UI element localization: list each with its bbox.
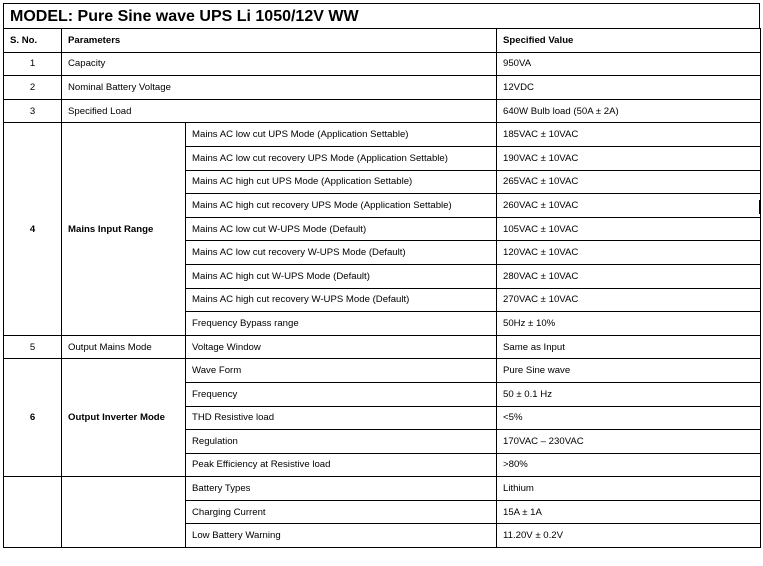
header-row: [4, 29, 761, 53]
row-value: 120VAC ± 10VAC: [497, 241, 761, 265]
sub-parameter: Low Battery Warning: [186, 524, 497, 548]
row-value: Same as Input: [497, 335, 761, 359]
table-row: [4, 76, 761, 100]
row-value: 950VA: [497, 52, 761, 76]
row-value: 190VAC ± 10VAC: [497, 146, 761, 170]
model-title: MODEL: Pure Sine wave UPS Li 1050/12V WW: [3, 3, 760, 28]
row-value: 265VAC ± 10VAC: [497, 170, 761, 194]
row-value: 640W Bulb load (50A ± 2A): [497, 99, 761, 123]
table-row: [4, 52, 761, 76]
row-value: 11.20V ± 0.2V: [497, 524, 761, 548]
row-value: 280VAC ± 10VAC: [497, 264, 761, 288]
row-sno: 4: [4, 123, 62, 335]
row-sno: [4, 477, 62, 548]
row-value: 260VAC ± 10VAC: [497, 194, 761, 218]
edge-tick: [759, 200, 760, 214]
spec-table: [3, 28, 761, 548]
sub-parameter: Frequency: [186, 382, 497, 406]
sub-parameter: Mains AC low cut UPS Mode (Application Settable): [186, 123, 497, 147]
row-value: <5%: [497, 406, 761, 430]
table-row: [4, 123, 761, 147]
row-parameter: Capacity: [62, 52, 497, 76]
row-sno: 5: [4, 335, 62, 359]
table-row: [4, 359, 761, 383]
sub-parameter: Battery Types: [186, 477, 497, 501]
row-value: 12VDC: [497, 76, 761, 100]
sub-parameter: Mains AC low cut recovery UPS Mode (Application Settable): [186, 146, 497, 170]
sub-parameter: Peak Efficiency at Resistive load: [186, 453, 497, 477]
row-parameter: [62, 477, 186, 548]
row-value: 50Hz ± 10%: [497, 312, 761, 336]
table-row: [4, 99, 761, 123]
row-value: Lithium: [497, 477, 761, 501]
row-parameter: Nominal Battery Voltage: [62, 76, 497, 100]
sub-parameter: Regulation: [186, 430, 497, 454]
row-value: 185VAC ± 10VAC: [497, 123, 761, 147]
row-sno: 6: [4, 359, 62, 477]
sub-parameter: Mains AC high cut recovery W-UPS Mode (Default): [186, 288, 497, 312]
row-value: 15A ± 1A: [497, 500, 761, 524]
sub-parameter: THD Resistive load: [186, 406, 497, 430]
sub-parameter: Voltage Window: [186, 335, 497, 359]
row-sno: 1: [4, 52, 62, 76]
sub-parameter: Charging Current: [186, 500, 497, 524]
row-parameter: Output Mains Mode: [62, 335, 186, 359]
sub-parameter: Mains AC low cut recovery W-UPS Mode (Default): [186, 241, 497, 265]
spec-sheet: [3, 3, 760, 548]
table-row: [4, 477, 761, 501]
header-value: Specified Value: [497, 29, 761, 53]
sub-parameter: Frequency Bypass range: [186, 312, 497, 336]
row-value: Pure Sine wave: [497, 359, 761, 383]
table-row: [4, 335, 761, 359]
row-sno: 2: [4, 76, 62, 100]
row-value: 50 ± 0.1 Hz: [497, 382, 761, 406]
row-parameter: Specified Load: [62, 99, 497, 123]
sub-parameter: Mains AC high cut recovery UPS Mode (Application Settable): [186, 194, 497, 218]
sub-parameter: Wave Form: [186, 359, 497, 383]
header-sno: S. No.: [4, 29, 62, 53]
row-parameter: Mains Input Range: [62, 123, 186, 335]
header-parameters: Parameters: [62, 29, 497, 53]
sub-parameter: Mains AC high cut W-UPS Mode (Default): [186, 264, 497, 288]
row-sno: 3: [4, 99, 62, 123]
sub-parameter: Mains AC low cut W-UPS Mode (Default): [186, 217, 497, 241]
row-parameter: Output Inverter Mode: [62, 359, 186, 477]
sub-parameter: Mains AC high cut UPS Mode (Application Settable): [186, 170, 497, 194]
row-value: 270VAC ± 10VAC: [497, 288, 761, 312]
row-value: 170VAC – 230VAC: [497, 430, 761, 454]
row-value: >80%: [497, 453, 761, 477]
row-value: 105VAC ± 10VAC: [497, 217, 761, 241]
